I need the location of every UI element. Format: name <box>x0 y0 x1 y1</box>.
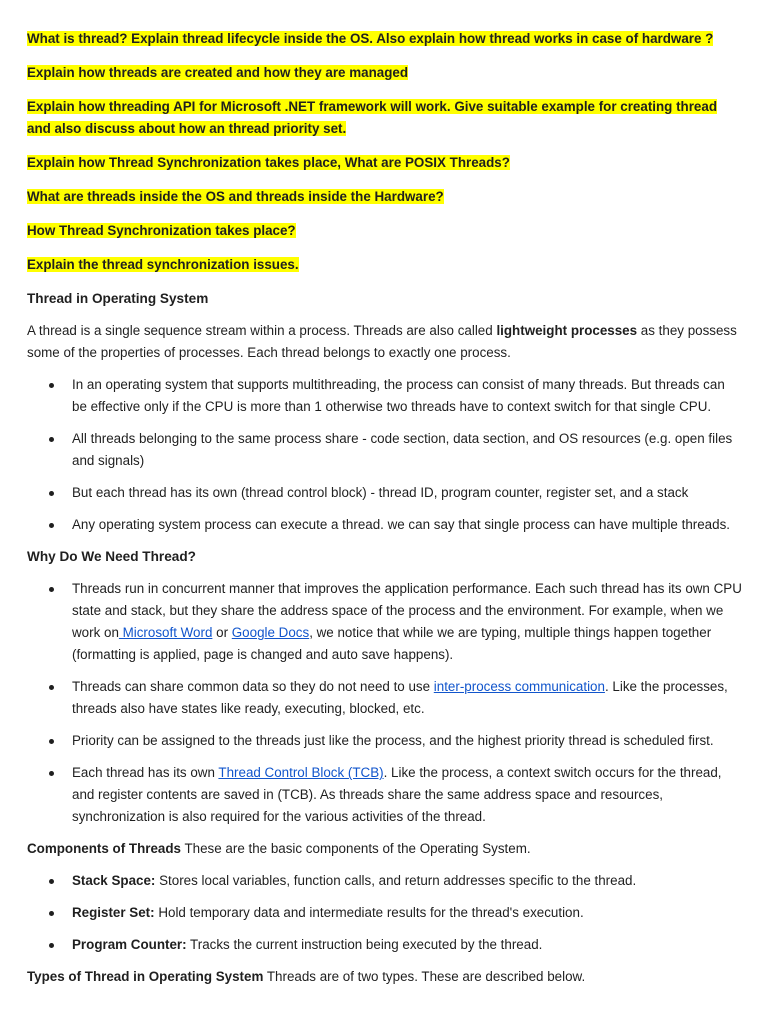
heading-components: Components of Threads <box>27 841 181 856</box>
thread-intro-paragraph: A thread is a single sequence stream within a process. Threads are also called lightweight processes as they possess some of the properties of processes. Each thread belongs to exactly one process. <box>27 323 737 360</box>
list-item: Register Set: Hold temporary data and intermediate results for the thread's execution. <box>27 902 742 924</box>
microsoft-word-link[interactable]: Microsoft Word <box>118 625 213 640</box>
question-1: What is thread? Explain thread lifecycle inside the OS. Also explain how thread works in case of hardware ? <box>27 31 714 46</box>
list-item: Threads can share common data so they do not need to use inter-process communication. Like the processes, threads also have states like ready, executing, blocked, etc. <box>27 676 742 720</box>
thread-facts-list <box>27 374 742 536</box>
tcb-link[interactable]: Thread Control Block (TCB) <box>218 765 384 780</box>
heading-why-need-thread: Why Do We Need Thread? <box>27 549 196 564</box>
list-item: But each thread has its own (thread control block) - thread ID, program counter, register set, and a stack <box>27 482 742 504</box>
list-item: Threads run in concurrent manner that improves the application performance. Each such thread has its own CPU state and stack, but they share the address space of the process and the environment. For example, when we work on Microsoft Word or Google Docs, we notice that while we are typing, multiple things happen together (formatting is applied, page is changed and auto save happens). <box>27 578 742 666</box>
components-list <box>27 870 742 956</box>
list-item: Stack Space: Stores local variables, function calls, and return addresses specific to the thread. <box>27 870 742 892</box>
question-6: How Thread Synchronization takes place? <box>27 223 296 238</box>
list-item: In an operating system that supports multithreading, the process can consist of many threads. But threads can be effective only if the CPU is more than 1 otherwise two threads have to context switch for that single CPU. <box>27 374 742 418</box>
ipc-link[interactable]: inter-process communication <box>433 679 605 694</box>
components-paragraph: Components of Threads These are the basic components of the Operating System. <box>27 841 531 856</box>
question-3: Explain how threading API for Microsoft .NET framework will work. Give suitable example for creating thread and also discuss about how an thread priority set. <box>27 99 718 136</box>
list-item: Each thread has its own Thread Control Block (TCB). Like the process, a context switch occurs for the thread, and register contents are saved in (TCB). As threads share the same address space and resources, synchronization is also required for the various activities of the thread. <box>27 762 742 828</box>
heading-types: Types of Thread in Operating System <box>27 969 264 984</box>
why-thread-list <box>27 578 742 828</box>
question-2: Explain how threads are created and how they are managed <box>27 65 409 80</box>
question-7: Explain the thread synchronization issues. <box>27 257 299 272</box>
list-item: All threads belonging to the same process share - code section, data section, and OS resources (e.g. open files and signals) <box>27 428 742 472</box>
question-4: Explain how Thread Synchronization takes place, What are POSIX Threads? <box>27 155 510 170</box>
question-5: What are threads inside the OS and threads inside the Hardware? <box>27 189 444 204</box>
google-docs-link[interactable]: Google Docs <box>231 625 310 640</box>
types-paragraph: Types of Thread in Operating System Threads are of two types. These are described below. <box>27 969 586 984</box>
list-item: Priority can be assigned to the threads just like the process, and the highest priority thread is scheduled first. <box>27 730 742 752</box>
heading-thread-in-os: Thread in Operating System <box>27 291 209 306</box>
list-item: Program Counter: Tracks the current instruction being executed by the thread. <box>27 934 742 956</box>
list-item: Any operating system process can execute a thread. we can say that single process can have multiple threads. <box>27 514 742 536</box>
